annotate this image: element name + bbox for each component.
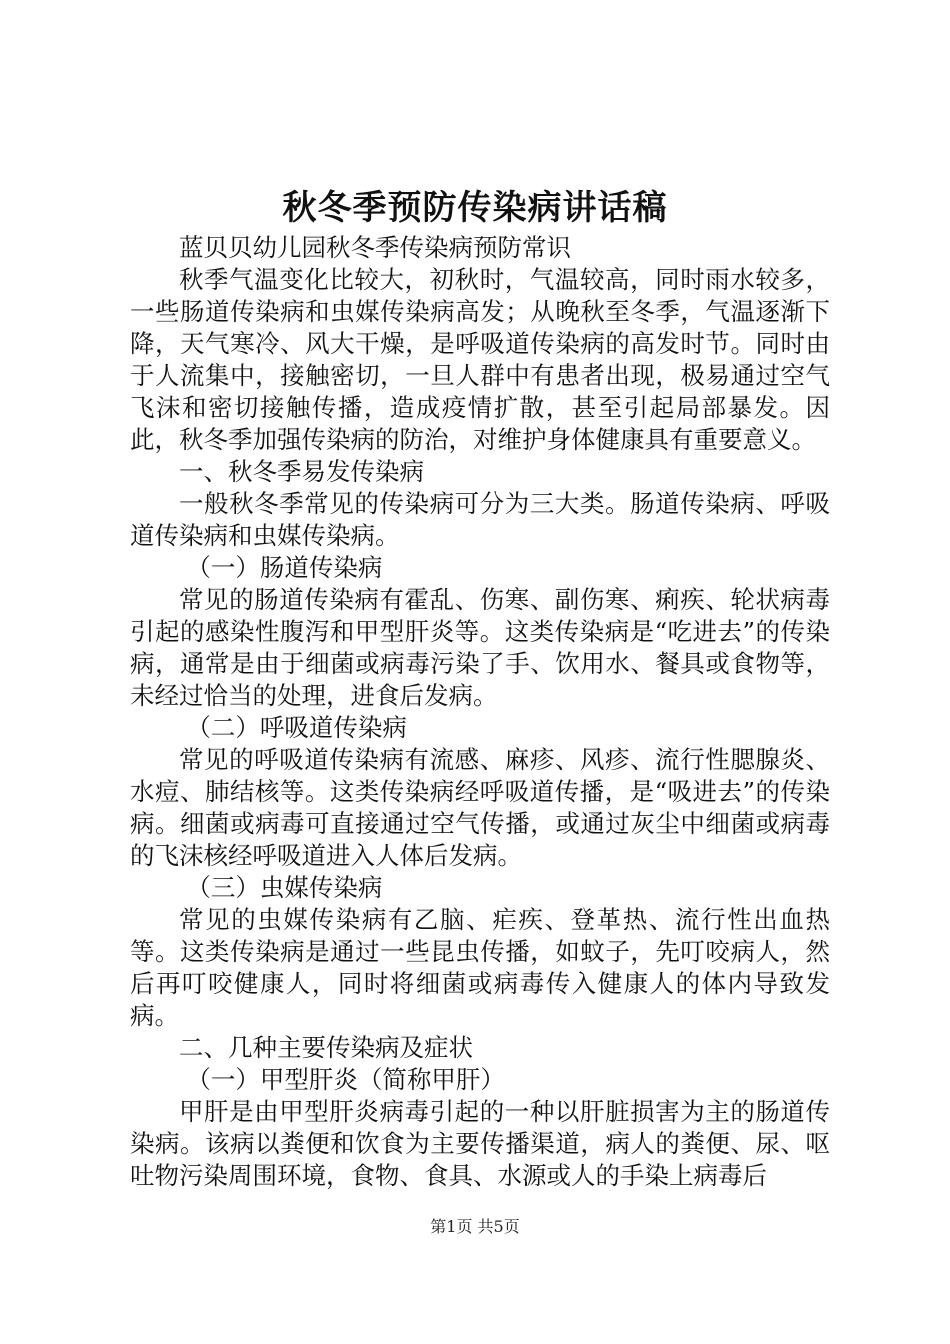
page-footer: 第1页 共5页 xyxy=(430,1217,520,1236)
paragraph-intestinal: 常见的肠道传染病有霍乱、伤寒、副伤寒、痢疾、轮状病毒引起的感染性腹泻和甲型肝炎等。这类传染病是“吃进去”的传染病，通常是由于细菌或病毒污染了手、饮用水、餐具或食物等，未经过恰当的处理，进食后发病。 xyxy=(130,585,830,710)
paragraph-respiratory: 常见的呼吸道传染病有流感、麻疹、风疹、流行性腮腺炎、水痘、肺结核等。这类传染病经呼吸道传播，是“吸进去”的传染病。细菌或病毒可直接通过空气传播，或通过灰尘中细菌或病毒的飞沫核经呼吸道进入人体后发病。 xyxy=(130,745,830,870)
heading-section-1: 一、秋冬季易发传染病 xyxy=(179,457,424,486)
heading-hepatitis-a: （一）甲型肝炎（简称甲肝） xyxy=(186,1065,505,1094)
paragraph-subtitle: 蓝贝贝幼儿园秋冬季传染病预防常识 xyxy=(179,233,571,262)
paragraph-categories: 一般秋冬季常见的传染病可分为三大类。肠道传染病、呼吸道传染病和虫媒传染病。 xyxy=(130,489,830,550)
document-body xyxy=(130,232,830,1192)
paragraph-vector-borne: 常见的虫媒传染病有乙脑、疟疾、登革热、流行性出血热等。这类传染病是通过一些昆虫传播，如蚊子，先叮咬病人，然后再叮咬健康人，同时将细菌或病毒传入健康人的体内导致发病。 xyxy=(130,905,830,1030)
heading-vector-borne: （三）虫媒传染病 xyxy=(186,873,383,902)
heading-intestinal: （一）肠道传染病 xyxy=(186,553,383,582)
paragraph-intro: 秋季气温变化比较大，初秋时，气温较高，同时雨水较多，一些肠道传染病和虫媒传染病高发；从晚秋至冬季，气温逐渐下降，天气寒冷、风大干燥，是呼吸道传染病的高发时节。同时由于人流集中，接触密切，一旦人群中有患者出现，极易通过空气飞沫和密切接触传播，造成疫情扩散，甚至引起局部暴发。因此，秋冬季加强传染病的防治，对维护身体健康具有重要意义。 xyxy=(130,265,830,454)
document-title: 秋冬季预防传染病讲话稿 xyxy=(282,188,668,228)
paragraph-hepatitis-a: 甲肝是由甲型肝炎病毒引起的一种以肝脏损害为主的肠道传染病。该病以粪便和饮食为主要传播渠道，病人的粪便、尿、呕吐物污染周围环境，食物、食具、水源或人的手染上病毒后 xyxy=(130,1097,830,1190)
heading-respiratory: （二）呼吸道传染病 xyxy=(186,713,407,742)
heading-section-2: 二、几种主要传染病及症状 xyxy=(179,1033,473,1062)
